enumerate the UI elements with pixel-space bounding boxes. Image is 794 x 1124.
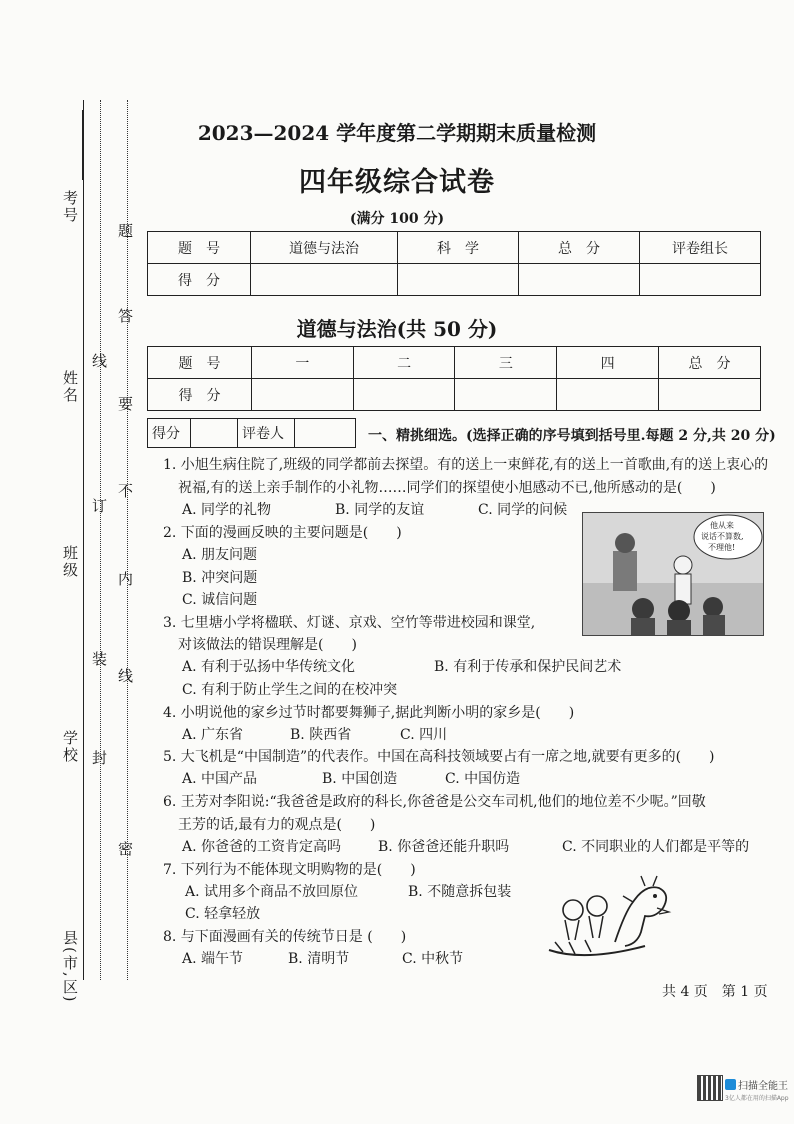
strip-char-feng: 封 [92,749,108,767]
paper-title: 四年级综合试卷 [299,167,495,198]
q3-text-line2: 对该做法的错误理解是( ) [178,637,357,653]
q1-text-line2: 祝福,有的送上亲手制作的小礼物……同学们的探望使小旭感动不已,他所感动的是( ) [178,480,716,496]
part1-grader-label: 评卷人 [238,419,295,448]
dragon-boat-drawing [545,872,675,964]
q2-cartoon-image [582,512,764,636]
scanner-app-name: 扫描全能王 [738,1081,788,1092]
section-header-cell: 四 [557,347,659,379]
q6-text-line2: 王芳的话,最有力的观点是( ) [178,817,376,833]
strip-char-zhuang: 装 [92,650,108,668]
county-label: 县(市,区) [61,930,79,1004]
q3-option-c[interactable]: C. 有利于防止学生之间的在校冲突 [182,682,398,698]
part1-score-box [147,418,356,448]
q4-option-b[interactable]: B. 陕西省 [290,727,352,743]
section-header-cell: 总 分 [659,347,761,379]
q5-text: 5. 大飞机是“中国制造”的代表作。中国在高科技领域要占有一席之地,就要有更多的( ) [163,749,715,765]
q7-option-c[interactable]: C. 轻拿轻放 [185,906,261,922]
q4-option-c[interactable]: C. 四川 [400,727,448,743]
q2-option-b[interactable]: B. 冲突问题 [182,570,258,586]
strip-char-ding: 订 [92,497,108,515]
summary-row-label: 得 分 [148,264,251,296]
section-title: 道德与法治(共 50 分) [296,317,498,341]
section-score-cell[interactable] [455,379,557,411]
q6-option-a[interactable]: A. 你爸爸的工资肯定高吗 [182,839,342,855]
speech-line1: 他从来 [710,521,734,530]
section-header-cell: 三 [455,347,557,379]
q1-option-b[interactable]: B. 同学的友谊 [335,502,425,518]
q3-text-line1: 3. 七里塘小学将楹联、灯谜、京戏、空竹等带进校园和课堂, [163,615,536,631]
name-label: 姓名 [61,370,79,404]
school-label: 学校 [61,730,79,764]
part1-score-label: 得分 [148,419,191,448]
summary-score-cell[interactable] [640,264,761,296]
class-label: 班级 [61,545,79,579]
page-number: 共 4 页 第 1 页 [662,984,768,1000]
strip-char-xian-inner: 线 [118,667,134,685]
summary-header-cell: 题 号 [148,232,251,264]
strip-char-bu: 不 [118,482,134,500]
section-score-cell[interactable] [251,379,353,411]
section-score-table [147,346,761,411]
binding-dotted-line-outer [100,100,101,980]
speech-line2: 说话不算数, [701,532,744,541]
q3-option-b[interactable]: B. 有利于传承和保护民间艺术 [434,659,622,675]
q2-text: 2. 下面的漫画反映的主要问题是( ) [163,525,402,541]
full-score: (满分 100 分) [349,211,445,227]
q8-option-a[interactable]: A. 端午节 [182,951,244,967]
q4-text: 4. 小明说他的家乡过节时都要舞狮子,据此判断小明的家乡是( ) [163,705,575,721]
strip-char-mi: 密 [118,840,134,858]
summary-score-cell[interactable] [519,264,640,296]
q2-option-c[interactable]: C. 诚信问题 [182,592,258,608]
q3-option-a[interactable]: A. 有利于弘扬中华传统文化 [182,659,356,675]
summary-score-table [147,231,761,296]
section-header-cell: 一 [251,347,353,379]
q7-text: 7. 下列行为不能体现文明购物的是( ) [163,862,416,878]
scanner-app-sub: 3亿人都在用的扫描App [725,1095,789,1102]
part1-score-cell[interactable] [191,419,238,448]
part1-title: 一、精挑细选。(选择正确的序号填到括号里.每题 2 分,共 20 分) [368,428,776,444]
section-header-cell: 二 [353,347,455,379]
section-score-cell[interactable] [353,379,455,411]
scanner-logo-icon [725,1079,736,1090]
q8-option-b[interactable]: B. 清明节 [288,951,350,967]
q1-text-line1: 1. 小旭生病住院了,班级的同学都前去探望。有的送上一束鲜花,有的送上一首歌曲,有的送上衷心的 [163,457,769,473]
summary-header-cell: 评卷组长 [640,232,761,264]
summary-header-cell: 科 学 [398,232,519,264]
q2-option-a[interactable]: A. 朋友问题 [182,547,258,563]
exam-no-label: 考号 [61,190,79,224]
strip-char-xian: 线 [92,352,108,370]
q8-option-c[interactable]: C. 中秋节 [402,951,464,967]
q1-option-c[interactable]: C. 同学的问候 [478,502,568,518]
binding-solid-line [83,100,84,980]
q1-option-a[interactable]: A. 同学的礼物 [182,502,272,518]
q8-dragon-boat-cartoon [545,872,675,964]
exam-title: 2023—2024 学年度第二学期期末质量检测 [197,121,597,145]
speech-line3: 不理他! [708,543,736,552]
strip-char-ti: 题 [118,222,134,240]
q6-option-b[interactable]: B. 你爸爸还能升职吗 [378,839,510,855]
summary-score-cell[interactable] [251,264,398,296]
strip-char-yao: 要 [118,395,134,413]
qr-code-icon [697,1075,723,1101]
section-row-label: 得 分 [148,379,252,411]
q7-option-a[interactable]: A. 试用多个商品不放回原位 [185,884,359,900]
q6-option-c[interactable]: C. 不同职业的人们都是平等的 [562,839,750,855]
q5-option-c[interactable]: C. 中国仿造 [445,771,521,787]
part1-grader-cell[interactable] [295,419,356,448]
section-header-cell: 题 号 [148,347,252,379]
summary-header-cell: 总 分 [519,232,640,264]
strip-char-da: 答 [118,307,134,325]
q4-option-a[interactable]: A. 广东省 [182,727,244,743]
strip-char-nei: 内 [118,570,134,588]
q8-text: 8. 与下面漫画有关的传统节日是 ( ) [163,929,407,945]
summary-score-cell[interactable] [398,264,519,296]
q5-option-a[interactable]: A. 中国产品 [182,771,258,787]
q7-option-b[interactable]: B. 不随意拆包装 [408,884,512,900]
q5-option-b[interactable]: B. 中国创造 [322,771,398,787]
section-score-cell[interactable] [659,379,761,411]
summary-header-cell: 道德与法治 [251,232,398,264]
section-score-cell[interactable] [557,379,659,411]
q6-text-line1: 6. 王芳对李阳说:“我爸爸是政府的科长,你爸爸是公交车司机,他们的地位差不少呢。”回敬 [163,794,706,810]
